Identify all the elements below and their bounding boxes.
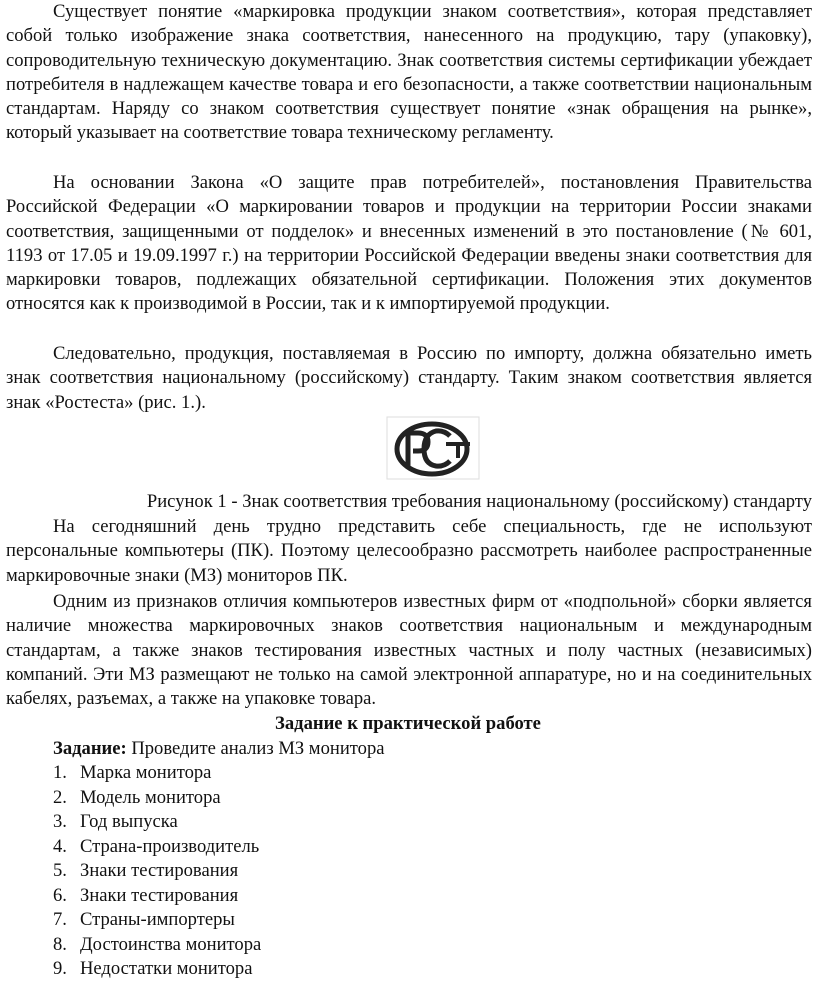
paragraph-import-requirement: Следовательно, продукция, поставляемая в Россию по импорту, должна обязательно иметь знак соответствия национальному (российскому) стандарту. Таким знаком соответствия является знак «Ростеста» (рис. 1.). <box>6 343 812 413</box>
task-list-item <box>53 859 261 884</box>
list-item-number: 8. <box>53 933 67 955</box>
list-item-text: Страны-импортеры <box>80 909 235 930</box>
list-item-text: Марка монитора <box>80 762 212 783</box>
list-item-number: 6. <box>53 884 67 906</box>
paragraph-computers: На сегодняшний день трудно представить себе специальность, где не используют персональные компьютеры (ПК). Поэтому целесообразно рассмотреть наиболее распространенные маркировочные знаки (МЗ) мониторов ПК. <box>6 516 812 586</box>
list-item-text: Знаки тестирования <box>80 860 239 881</box>
paragraph-legal-basis: На основании Закона «О защите прав потребителей», постановления Правительства Российской Федерации «О маркировании товаров и продукции на территории России знаками соответствия, защищенными от подделок» и внесенных изменений в это постановление (№ 601, 1193 от 17.05 и 19.09.1997 г.) на территории Российской Федерации введены знаки соответствия для маркировки товаров, подлежащих обязательной сертификации. Положения этих документов относятся как к производимой в России, так и к импортируемой продукции. <box>6 172 812 315</box>
task-line <box>53 737 385 761</box>
list-item-number: 4. <box>53 835 67 857</box>
task-list-item <box>53 810 261 835</box>
list-item-number: 2. <box>53 786 67 808</box>
list-item-number: 3. <box>53 811 67 832</box>
list-item-text: Страна-производитель <box>80 835 260 857</box>
list-item-number: 5. <box>53 860 67 881</box>
task-list-item <box>53 761 261 786</box>
task-list-item <box>53 786 261 811</box>
practical-heading: Задание к практической работе <box>275 713 541 734</box>
list-item-text: Знаки тестирования <box>80 884 239 906</box>
rostest-logo <box>386 416 480 480</box>
paragraph-marking-signs: Одним из признаков отличия компьютеров известных фирм от «подпольной» сборки является наличие множества маркировочных знаков соответствия национальным и международным стандартам, а также знаков тестирования известных частных и полу частных (независимых) компаний. Эти МЗ размещают не только на самой электронной аппаратуре, но и на соединительных кабелях, разъемах, а также на упаковке товара. <box>6 591 812 710</box>
task-list <box>53 761 261 982</box>
task-list-item <box>53 908 261 933</box>
list-item-text: Год выпуска <box>80 811 178 832</box>
task-list-item <box>53 835 261 860</box>
task-label: Задание: <box>53 738 127 759</box>
task-list-item <box>53 957 261 982</box>
list-item-number: 1. <box>53 762 67 783</box>
list-item-number: 9. <box>53 958 67 979</box>
list-item-text: Модель монитора <box>80 786 221 808</box>
task-list-item <box>53 933 261 958</box>
list-item-text: Достоинства монитора <box>80 933 262 955</box>
task-text: Проведите анализ МЗ монитора <box>126 738 385 759</box>
list-item-number: 7. <box>53 909 67 930</box>
paragraph-marking-definition: Существует понятие «маркировка продукции знаком соответствия», которая представляет собой только изображение знака соответствия, нанесенного на продукцию, тару (упаковку), сопроводительную техническую документацию. Знак соответствия системы сертификации убеждает потребителя в надлежащем качестве товара и его безопасности, а также соответствии национальным стандартам. Наряду со знаком соответствия существует понятие «знак обращения на рынке», который указывает на соответствие товара техническому регламенту. <box>6 1 812 144</box>
list-item-text: Недостатки монитора <box>80 958 253 979</box>
task-list-item <box>53 884 261 909</box>
figure-caption: Рисунок 1 - Знак соответствия требования национальному (российскому) стандарту <box>146 491 812 512</box>
